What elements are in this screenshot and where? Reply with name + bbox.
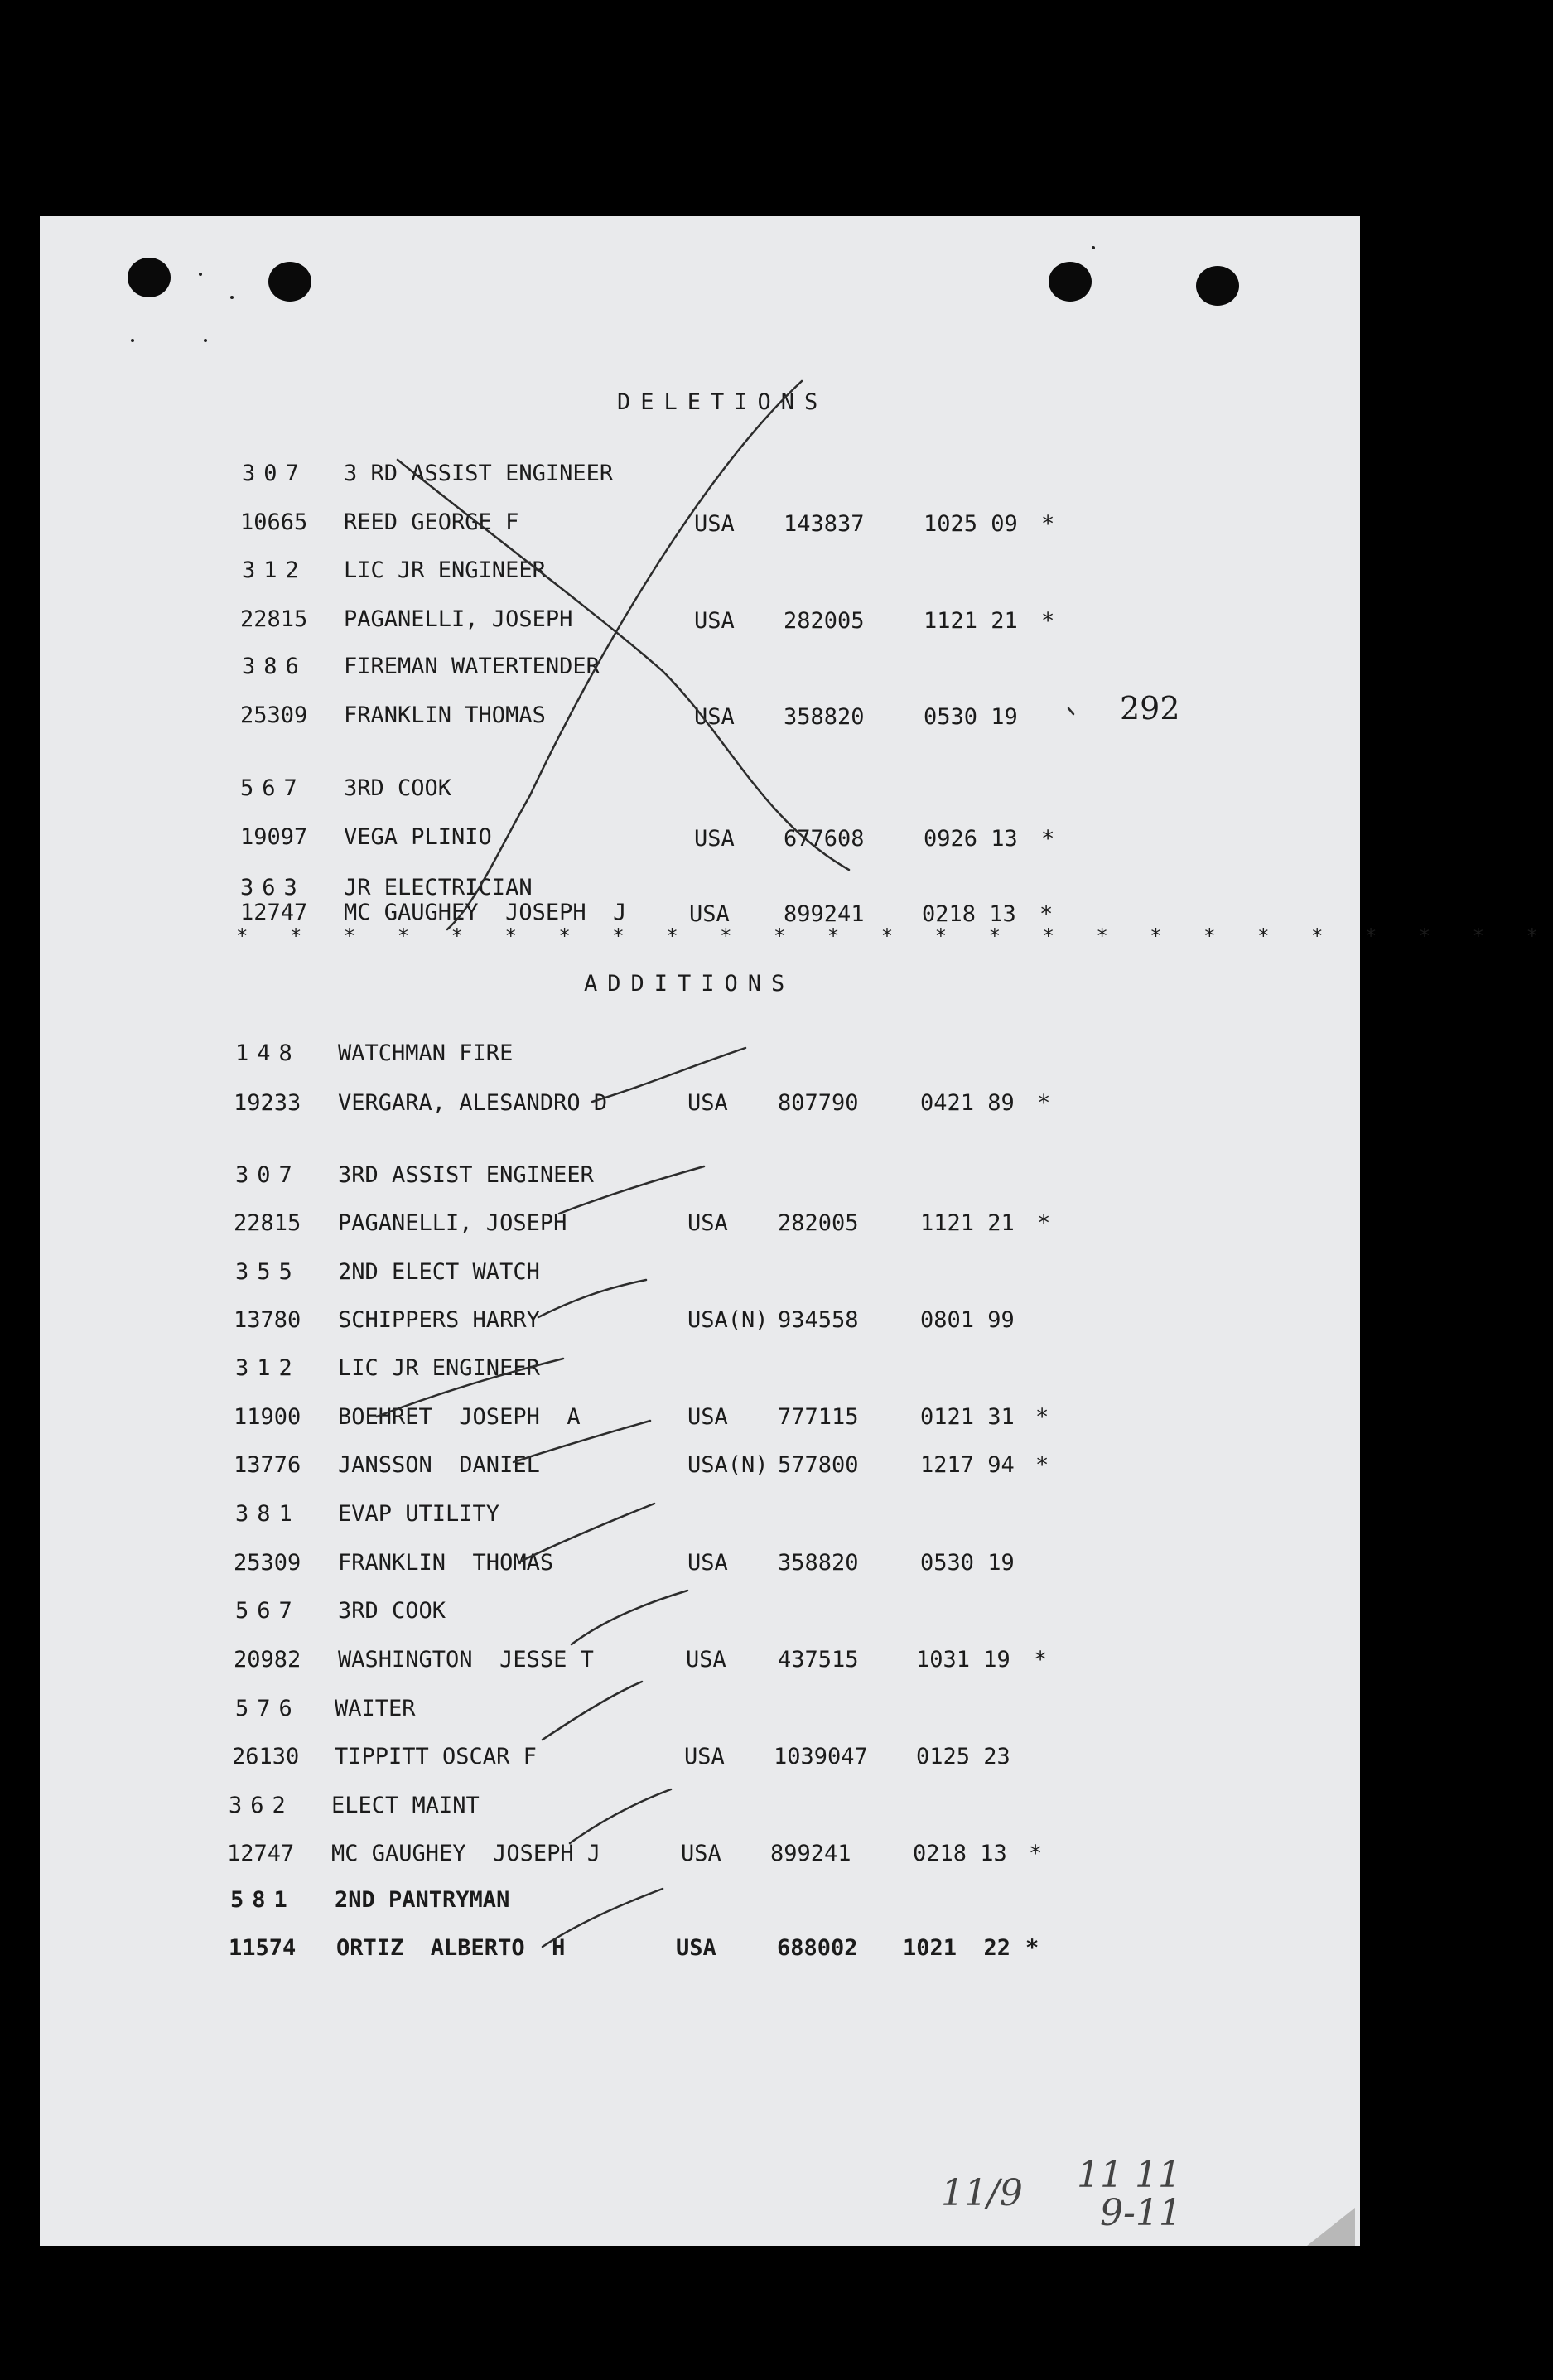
crew-number: 358820: [778, 1550, 859, 1576]
crew-id: 25309: [234, 1550, 301, 1576]
position-code: 307: [242, 461, 307, 486]
handwritten-note: 11 11: [1077, 2154, 1181, 2196]
position-code: 567: [235, 1598, 301, 1624]
crew-country: USA: [694, 608, 735, 634]
crew-star: *: [1037, 1210, 1051, 1236]
crew-number: 777115: [778, 1404, 859, 1430]
deletions-heading: DELETIONS: [617, 389, 828, 415]
crew-id: 26130: [232, 1744, 300, 1769]
crew-id: 12747: [240, 900, 308, 925]
crew-date: 0801 99: [920, 1307, 1015, 1333]
crew-name: MC GAUGHEY JOSEPH J: [344, 900, 627, 925]
position-title: WATCHMAN FIRE: [338, 1040, 514, 1066]
crew-number: 807790: [778, 1090, 859, 1116]
crew-date: 1217 94: [920, 1452, 1015, 1478]
crew-name: PAGANELLI, JOSEPH: [338, 1210, 567, 1236]
position-code: 148: [235, 1040, 301, 1066]
crew-number: 1039047: [774, 1744, 868, 1769]
crew-number: 282005: [778, 1210, 859, 1236]
cross-out-stroke: [447, 381, 802, 929]
crew-date: 0218 13: [913, 1841, 1007, 1866]
check-stroke: [592, 1048, 745, 1102]
position-title: ELECT MAINT: [331, 1793, 480, 1818]
crew-name: BOEHRET JOSEPH A: [338, 1404, 581, 1430]
crew-name: ORTIZ ALBERTO H: [336, 1935, 566, 1961]
crew-id: 13780: [234, 1307, 301, 1333]
position-title: 3RD ASSIST ENGINEER: [338, 1162, 594, 1188]
position-title: EVAP UTILITY: [338, 1501, 500, 1527]
crew-country: USA: [684, 1744, 725, 1769]
crew-date: 0125 23: [916, 1744, 1010, 1769]
crew-star: *: [1025, 1935, 1039, 1961]
crew-id: 19233: [234, 1090, 301, 1116]
position-title: 3RD COOK: [338, 1598, 446, 1624]
check-stroke: [570, 1789, 671, 1843]
crew-date: 1025 09: [924, 511, 1018, 537]
crew-star: *: [1041, 826, 1055, 852]
crew-number: 358820: [784, 704, 865, 730]
crew-country: USA: [694, 704, 735, 730]
position-code: 567: [240, 775, 306, 801]
crew-country: USA(N): [687, 1307, 769, 1333]
crew-star: *: [1041, 608, 1055, 634]
crew-name: PAGANELLI, JOSEPH: [344, 606, 573, 632]
crew-name: VERGARA, ALESANDRO D: [338, 1090, 608, 1116]
cross-out-stroke: [398, 460, 849, 870]
crew-date: 0530 19: [924, 704, 1018, 730]
crew-id: 11900: [234, 1404, 301, 1430]
crew-star: *: [1029, 1841, 1043, 1866]
crew-number: 934558: [778, 1307, 859, 1333]
crew-number: 577800: [778, 1452, 859, 1478]
check-stroke: [514, 1421, 650, 1462]
crew-number: 688002: [777, 1935, 858, 1961]
position-code: 312: [242, 558, 307, 583]
crew-date: 1021 22: [903, 1935, 1011, 1961]
crew-country: USA: [694, 826, 735, 852]
check-stroke: [543, 1682, 642, 1740]
check-stroke: [538, 1280, 646, 1317]
check-stroke: [572, 1591, 687, 1644]
crew-name: VEGA PLINIO: [344, 824, 492, 850]
crew-number: 677608: [784, 826, 865, 852]
crew-name: JANSSON DANIEL: [338, 1452, 540, 1478]
position-code: 581: [230, 1887, 296, 1913]
position-title: LIC JR ENGINEER: [344, 558, 546, 583]
crew-date: 0926 13: [924, 826, 1018, 852]
crew-date: 0530 19: [920, 1550, 1015, 1576]
crew-name: FRANKLIN THOMAS: [338, 1550, 554, 1576]
crew-country: USA: [687, 1210, 728, 1236]
crew-country: USA: [687, 1090, 728, 1116]
position-title: 2ND ELECT WATCH: [338, 1259, 540, 1285]
crew-date: 1121 21: [924, 608, 1018, 634]
crew-date: 0421 89: [920, 1090, 1015, 1116]
crew-id: 22815: [234, 1210, 301, 1236]
check-stroke: [559, 1166, 704, 1214]
crew-country: USA: [676, 1935, 716, 1961]
position-title: 3RD COOK: [344, 775, 452, 801]
crew-number: 437515: [778, 1647, 859, 1673]
position-code: 312: [235, 1355, 301, 1381]
page-number: 292: [1120, 690, 1180, 727]
check-stroke: [377, 1359, 563, 1417]
position-title: FIREMAN WATERTENDER: [344, 654, 600, 679]
crew-number: 899241: [770, 1841, 851, 1866]
crew-star: *: [1035, 1452, 1049, 1478]
position-code: 386: [242, 654, 307, 679]
position-title: JR ELECTRICIAN: [344, 875, 533, 900]
additions-heading: ADDITIONS: [584, 971, 795, 997]
position-code: 363: [240, 875, 306, 900]
position-code: 355: [235, 1259, 301, 1285]
crew-name: TIPPITT OSCAR F: [335, 1744, 537, 1769]
crew-country: USA: [686, 1647, 726, 1673]
crew-country: USA: [687, 1404, 728, 1430]
position-code: 381: [235, 1501, 301, 1527]
crew-id: 13776: [234, 1452, 301, 1478]
crew-number: 143837: [784, 511, 865, 537]
crew-id: 25309: [240, 702, 308, 728]
position-code: 307: [235, 1162, 301, 1188]
position-title: 2ND PANTRYMAN: [335, 1887, 510, 1913]
pencil-tick: [1068, 708, 1073, 714]
position-code: 576: [235, 1696, 301, 1721]
handwritten-note: 11/9: [941, 2172, 1023, 2214]
crew-name: FRANKLIN THOMAS: [344, 702, 546, 728]
crew-id: 10665: [240, 509, 308, 535]
check-stroke: [543, 1889, 663, 1947]
crew-star: *: [1037, 1090, 1051, 1116]
position-title: WAITER: [335, 1696, 416, 1721]
crew-id: 19097: [240, 824, 308, 850]
crew-country: USA: [687, 1550, 728, 1576]
check-stroke: [520, 1504, 654, 1562]
position-title: 3 RD ASSIST ENGINEER: [344, 461, 614, 486]
crew-country: USA: [681, 1841, 721, 1866]
crew-id: 22815: [240, 606, 308, 632]
crew-star: *: [1035, 1404, 1049, 1430]
crew-date: 1031 19: [916, 1647, 1010, 1673]
crew-name: REED GEORGE F: [344, 509, 519, 535]
crew-date: 0121 31: [920, 1404, 1015, 1430]
crew-date: 0218 13: [922, 901, 1016, 927]
crew-id: 12747: [227, 1841, 295, 1866]
crew-name: MC GAUGHEY JOSEPH J: [331, 1841, 601, 1866]
crew-date: 1121 21: [920, 1210, 1015, 1236]
crew-number: 899241: [784, 901, 865, 927]
crew-country: USA: [694, 511, 735, 537]
crew-name: WASHINGTON JESSE T: [338, 1647, 594, 1673]
crew-star: *: [1034, 1647, 1048, 1673]
crew-id: 11574: [229, 1935, 297, 1961]
crew-id: 20982: [234, 1647, 301, 1673]
crew-country: USA(N): [687, 1452, 769, 1478]
position-code: 362: [229, 1793, 294, 1818]
handwritten-note: 9-11: [1100, 2192, 1182, 2234]
separator-line: * * * * * * * * * * * * * * * * * * * * * * * * *: [236, 924, 1553, 948]
crew-star: *: [1039, 901, 1054, 927]
crew-star: *: [1041, 511, 1055, 537]
crew-country: USA: [689, 901, 730, 927]
crew-number: 282005: [784, 608, 865, 634]
crew-name: SCHIPPERS HARRY: [338, 1307, 540, 1333]
position-title: LIC JR ENGINEER: [338, 1355, 540, 1381]
